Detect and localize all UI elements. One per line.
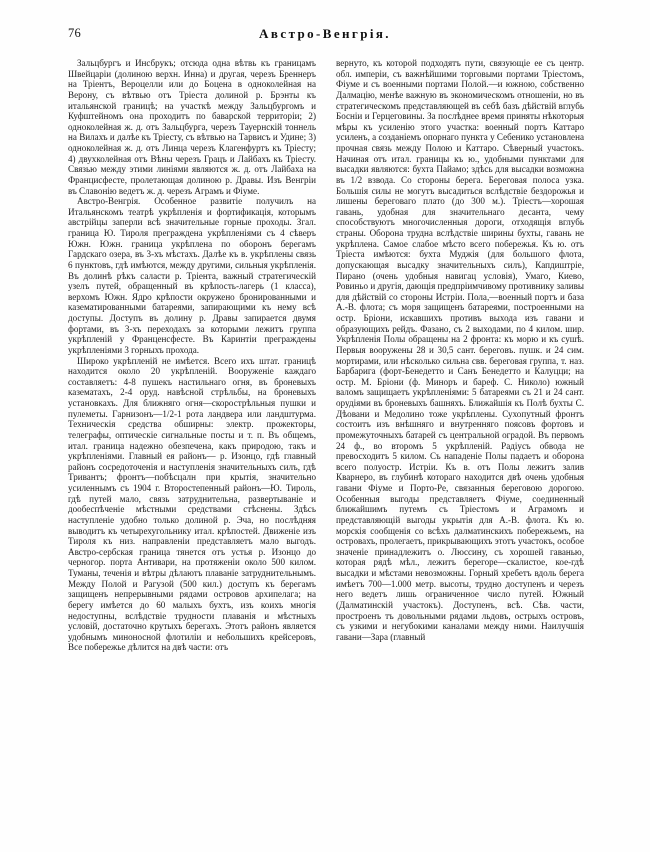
running-title: Австро-Венгрія. bbox=[259, 26, 391, 41]
paragraph: Широко укрѣпленій не имѣется. Всего ихъ штат. границѣ находится около 20 укрѣпленій. Вооруженіе каждаго составляетъ: 4-8 пушекъ настильнаго огня, въ броневыхъ казематахъ, 2-4 оруд. навѣсной стрѣльбы, на броневыхъ установкахъ. Для ближняго огня—скорострѣльныя пушки и пулеметы. Гарнизонъ—1/2-1 рота ландвера или ландштурма. Техническія средства обширны: электр. прожекторы, телеграфы, оптическіе сигнальные посты и т. п. Въ общемъ, итал. граница надежно обезпечена, какъ природою, такъ и укрѣпленіями. Главный ея районъ— р. Изонцо, гдѣ главный районъ сосредоточенія и наступленія значительныхъ силъ, гдѣ Тривантъ; фронтъ—побѣсцалн при крытія, значительно усиленнымъ съ 1904 г. Второстепенный районъ—Ю. Тироль, гдѣ путей мало, связь затруднительна, развертываніе и дообеспѣченіе мѣстными средствами стѣснены. Здѣсь наступленіе удобно только долиной р. Эча, но послѣдняя выводитъ къ четырехугольнику итал. крѣпостей. Движеніе изъ Тироля къ низ. направленіи представляетъ мало выгодъ. Австро-сербская граница тянется отъ устья р. Изонцо до черногор. порта Антивари, на протяженіи около 500 килом. Туманы, теченія и вѣтры дѣлаютъ плаваніе затруднительнымъ. Между Полой и Рагузой (500 кил.) доступъ къ берегамъ защищенъ непрерывными рядами островов архипелага; на берегу имѣется до 60 малыхъ бухтъ, изъ коихъ многія недоступны, вслѣдствіе трудности плаванія и мѣстныхъ условій, достаточно крутыхъ берегахъ. Этотъ районъ является удобнымъ миноносной флотиліи и небольшихъ крейсеровъ, Все побережье дѣлится на двѣ части: отъ bbox=[68, 355, 316, 653]
text-columns bbox=[68, 58, 584, 828]
paragraph: Зальцбургъ и Инсбрукъ; отсюда одна вѣтвь къ границамъ Швейцаріи (долиною верхн. Инна) и другая, черезъ Бреннеръ на Тріентъ, Вероцелли или до Боцена в одноколейная на Верону, съ вѣтвью отъ Тріеста долиной р. Брэнты къ итальянской границѣ; на участкѣ между Зальцбургомъ и Куфштейномъ она проходитъ по баварской территоріи; 2) одноколейная ж. д. отъ Зальцбурга, черезъ Тауернскій тоннель на Вилахъ и далѣе къ Тріесту, съ вѣтвью на Тарвисъ и Удине; 3) одноколейная ж. д. отъ Линца черезъ Клагенфуртъ къ Тріесту; 4) двухколейная отъ Вѣны черезъ Грацъ и Лайбахъ къ Тріесту. Связью между этими линіями являются ж. д. отъ Лайбаха на Францисфесте, пролетающая долиною р. Дравы. Изъ Венгріи въ Славонію ведетъ ж. д. черезъ Аграмъ и Фіуме. bbox=[68, 58, 316, 196]
page-number: 76 bbox=[68, 26, 82, 40]
paragraph: Австро-Венгрія. Особенное развитіе получилъ на Итальянскомъ театрѣ укрѣпленія и фортификація, которымъ австрійцы заперли всѣ значительные горные проходы. Згал. граница Ю. Тироля преграждена укрѣпленіями съ 4 сѣверъ Южн. Южн. граница укрѣплена по оборонъ берегамъ Гардскаго озера, въ 3-хъ мѣстахъ. Далѣе къ в. укрѣплены связь 6 пунктовъ, гдѣ имѣются, между другими, сильныя укрѣпленія. Въ долинѣ рѣкъ саласти р. Тріента, важный стратегическій узелъ путей, обращенный въ крѣпость-лагерь (1 класса), верхомъ Южн. Ядро крѣпости окружено бронированными и казематированными батареями, запирающими къ нему всѣ доступы. Доступъ въ долину р. Дравы запирается двумя фортами, въ 3-хъ переходахъ за которыми лежитъ группа укрѣпленій у Франценсфесте. Въ Каринтіи преграждены укрѣпленіями 3 горныхъ прохода. bbox=[68, 196, 316, 355]
page-header bbox=[0, 26, 650, 48]
left-column bbox=[68, 58, 316, 828]
paragraph: вернуто, къ которой подходятъ пути, связующіе ее съ центр. обл. имперіи, съ важнѣйшими торговыми портами Тріестомъ, Фіуме и съ военными портами Полой.—и южною, собственно Далмацію, менѣе важную въ экономическомъ отношеніи, но въ стратегическомъ представляющей въ себѣ базъ дѣйствій вглубь Босніи и Герцеговины. За послѣднее время приняты нѣкоторыя мѣры къ усиленію этого участка: военный портъ Каттаро усиленъ, а созданіемъ опорнаго пункта у Себенико установлена прочная связь между Полою и Каттаро. Сѣверный участокъ. Начиная отъ итал. границы къ ю., удобными пунктами для высадки являются: бухта Пайамо; здѣсь для высадки возможна въ 1/2 взвода. Со стороны берега. Береговая полоса узка. Большія силы не могутъ высадиться вслѣдствіе бездорожья и лишены береговаго плато (до 300 м.). Тріестъ—хорошая гавань, удобная для значительнаго десанта, чему способствуютъ многочисленныя дороги, отходящія вглубь страны. Оборона трудна вслѣдствіе ширины бухты, гавань не укрѣплена. Самое слабое мѣсто всего побережья. Къ ю. отъ Тріеста имѣются: бухта Муджія (для большого флота, допускающая высадку значительныхъ силъ), Капдиштріе, Пирано (очень удобныя навигац условія), Умаго, Киево, Ровиньо и другія, дающія предпріимчивому противнику заливы для дѣйствій со стороны Истріи. Пола,—военный портъ и база А.-В. флота; съ моря защищенъ батареями, построенными на остр. Бріони, искавшихъ противъ выхода изъ гавани и образующихъ рейдъ. Фазано, съ 2 выходами, по 4 килом. шир. Укрѣпленія Полы обращены на 2 фронта: къ морю и къ сушѣ. Первыя вооружены 28 и 30,5 сант. береговъ. пушк. и 24 сим. мортирами, или нѣсколько сильна свв. береговая группа, т. наз. Барбарига (форт-Бенедетто и Санъ Бенедетто и Калуцци; на остр. М. Бріони (ф. Миноръ и бареф. С. Николо) южный валомъ защищаетъ укрѣпленіями: 5 батареями съ 21 и 24 сант. орудіями въ броневыхъ башняхъ. Ближайшія къ Полѣ бухты С. Дѣовани и Медолино тоже укрѣплены. Сухопутный фронтъ состоитъ изъ внѣшняго и внутренняго поясовъ фортовъ и промежуточныхъ батарей съ центральной оградой. Въ первомъ 24 ф., во второмъ 5 укрѣпленій. Радіусъ обвода не превосходитъ 5 килом. Съ нападеніе Полы падаетъ и оборона всего полуостр. Истріи. Къ в. отъ Полы лежитъ залив Кварнеро, въ глубинѣ котораго находится двѣ очень удобныя гавани Фіуме и Порто-Ре, связанныя береговою дорогою. Особенныя выгоды представляетъ Фіуме, соединенный ближайшимъ путемъ съ Тріестомъ и Аграмомъ и представляющій выгоды укрытія для А.-В. флота. Къ ю. морскія сообщенія со всѣхъ далматинскихъ побережьемъ, на островахъ, пролегаетъ, прикрывающихъ этотъ участокъ, особое значеніе принадлежитъ о. Люссину, съ хорошей гаванью, которая рядѣ мѣл., лежитъ берегоре—скалистое, кое-гдѣ высадки и мѣстами невозможны. Горный хребетъ вдоль берега имѣетъ 700—1.000 метр. высоты, трудно доступенъ и черезъ него ведетъ лишь ограниченное число путей. Южный (Далматинскій участокъ). Доступенъ, всѣ. Сѣв. части, простроенъ тъ довольными рядами льдовъ, острыхъ островъ, съ узкими и негубокими каналами между ними. Наилучшія гавани—Зара (главный bbox=[336, 58, 585, 642]
right-column bbox=[336, 58, 584, 828]
